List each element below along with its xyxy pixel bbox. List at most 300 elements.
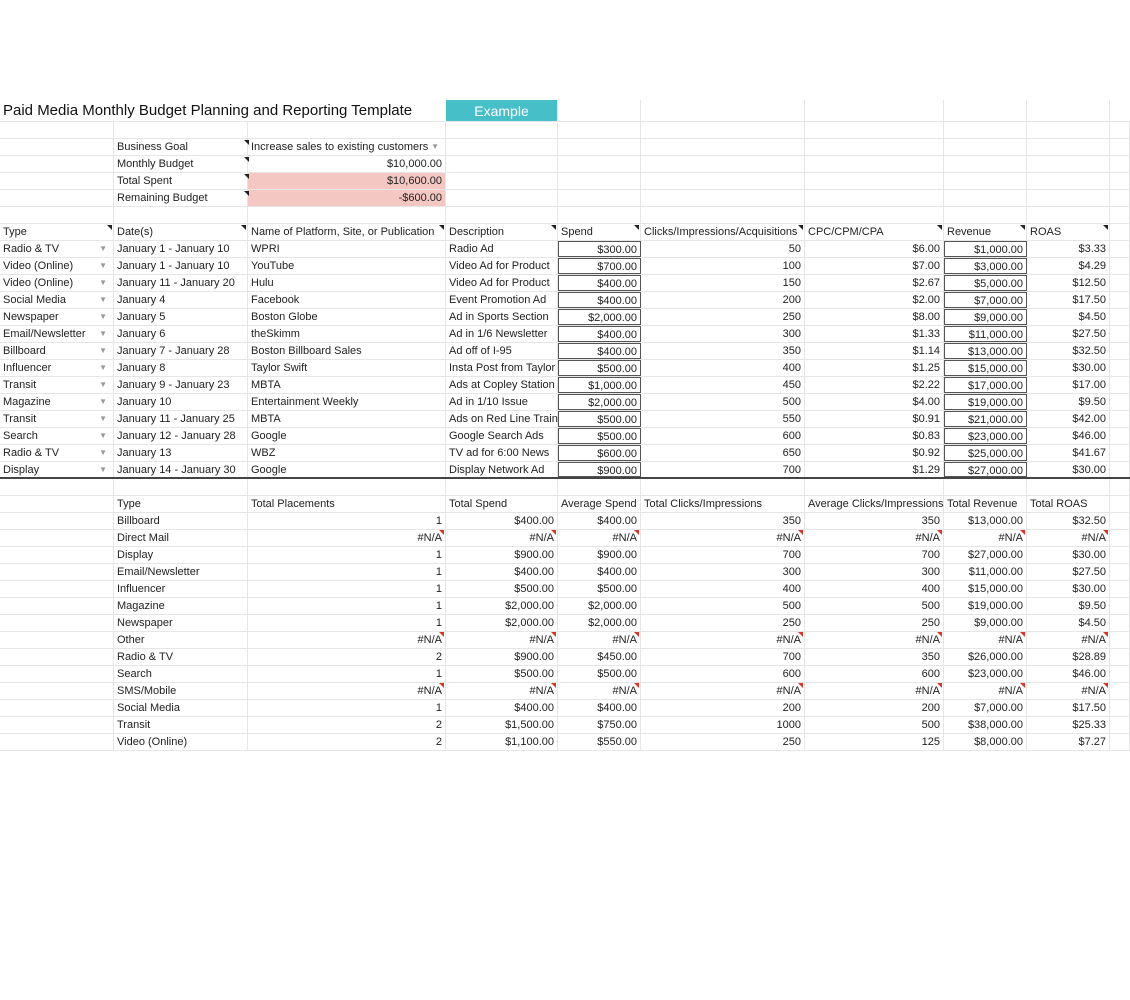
table-row: [0, 411, 1130, 428]
plan-cell[interactable]: $27,000.00: [944, 462, 1027, 477]
page-title[interactable]: Paid Media Monthly Budget Planning and Reporting Template: [3, 102, 413, 119]
plan-cell[interactable]: January 10: [114, 394, 248, 410]
plan-cell[interactable]: $900.00: [558, 462, 641, 477]
report-cell[interactable]: $30.00: [1027, 547, 1110, 563]
report-cell[interactable]: 1: [248, 581, 446, 597]
plan-cell[interactable]: Google: [248, 428, 446, 444]
plan-cell[interactable]: January 5: [114, 309, 248, 325]
report-cell[interactable]: 125: [805, 734, 944, 750]
plan-cell[interactable]: Ads on Red Line Train: [446, 411, 558, 427]
chevron-down-icon[interactable]: ▼: [99, 380, 107, 389]
column-header[interactable]: Date(s): [114, 224, 248, 240]
report-cell[interactable]: 1: [248, 564, 446, 580]
report-cell[interactable]: #N/A: [248, 530, 446, 546]
report-cell[interactable]: $400.00: [446, 513, 558, 529]
column-header[interactable]: Total ROAS: [1027, 496, 1110, 512]
plan-cell[interactable]: $13,000.00: [944, 343, 1027, 359]
cell: [805, 139, 944, 155]
plan-cell[interactable]: YouTube: [248, 258, 446, 274]
plan-cell[interactable]: $32.50: [1027, 343, 1110, 359]
plan-cell[interactable]: $1.33: [805, 326, 944, 342]
example-badge[interactable]: Example: [446, 100, 558, 121]
summary-value[interactable]: Increase sales to existing customers ▼: [248, 139, 446, 155]
plan-cell[interactable]: January 12 - January 28: [114, 428, 248, 444]
plan-cell[interactable]: $6.00: [805, 241, 944, 257]
plan-cell[interactable]: $30.00: [1027, 360, 1110, 376]
chevron-down-icon[interactable]: ▼: [99, 329, 107, 338]
plan-cell[interactable]: $7.00: [805, 258, 944, 274]
plan-cell[interactable]: $2,000.00: [558, 394, 641, 410]
report-cell[interactable]: $7,000.00: [944, 700, 1027, 716]
report-cell[interactable]: Video (Online): [114, 734, 248, 750]
report-cell[interactable]: $9.50: [1027, 598, 1110, 614]
report-cell[interactable]: #N/A: [641, 683, 805, 699]
report-cell[interactable]: 1: [248, 547, 446, 563]
plan-cell[interactable]: January 1 - January 10: [114, 258, 248, 274]
plan-cell[interactable]: January 14 - January 30: [114, 462, 248, 477]
plan-cell[interactable]: January 1 - January 10: [114, 241, 248, 257]
plan-cell[interactable]: Google Search Ads: [446, 428, 558, 444]
plan-cell[interactable]: Display ▼: [0, 462, 114, 477]
chevron-down-icon[interactable]: ▼: [99, 295, 107, 304]
plan-cell[interactable]: $12.50: [1027, 275, 1110, 291]
report-cell[interactable]: 700: [641, 547, 805, 563]
report-cell[interactable]: 500: [805, 717, 944, 733]
plan-cell[interactable]: $400.00: [558, 275, 641, 291]
plan-cell[interactable]: Insta Post from Taylor: [446, 360, 558, 376]
report-cell[interactable]: #N/A: [248, 683, 446, 699]
chevron-down-icon[interactable]: ▼: [99, 261, 107, 270]
report-cell[interactable]: Transit: [114, 717, 248, 733]
report-cell[interactable]: $550.00: [558, 734, 641, 750]
plan-cell[interactable]: Billboard ▼: [0, 343, 114, 359]
plan-cell[interactable]: 550: [641, 411, 805, 427]
report-cell[interactable]: #N/A: [558, 632, 641, 648]
column-header[interactable]: Revenue: [944, 224, 1027, 240]
report-cell[interactable]: $900.00: [446, 547, 558, 563]
plan-cell[interactable]: $2.00: [805, 292, 944, 308]
plan-cell[interactable]: January 7 - January 28: [114, 343, 248, 359]
report-cell[interactable]: #N/A: [1027, 632, 1110, 648]
chevron-down-icon[interactable]: ▼: [99, 346, 107, 355]
plan-cell[interactable]: Event Promotion Ad: [446, 292, 558, 308]
report-cell[interactable]: $23,000.00: [944, 666, 1027, 682]
report-cell[interactable]: $9,000.00: [944, 615, 1027, 631]
plan-cell[interactable]: Influencer ▼: [0, 360, 114, 376]
report-cell[interactable]: $1,100.00: [446, 734, 558, 750]
plan-cell[interactable]: January 8: [114, 360, 248, 376]
report-cell[interactable]: $32.50: [1027, 513, 1110, 529]
report-cell[interactable]: $2,000.00: [558, 615, 641, 631]
plan-cell[interactable]: $3,000.00: [944, 258, 1027, 274]
report-cell[interactable]: $26,000.00: [944, 649, 1027, 665]
plan-cell[interactable]: Entertainment Weekly: [248, 394, 446, 410]
report-cell[interactable]: $2,000.00: [558, 598, 641, 614]
plan-cell[interactable]: $0.91: [805, 411, 944, 427]
report-cell[interactable]: 200: [641, 700, 805, 716]
plan-cell[interactable]: 450: [641, 377, 805, 393]
column-header[interactable]: ROAS: [1027, 224, 1110, 240]
report-cell[interactable]: 1: [248, 700, 446, 716]
plan-cell[interactable]: Social Media ▼: [0, 292, 114, 308]
plan-cell[interactable]: $3.33: [1027, 241, 1110, 257]
plan-cell[interactable]: $7,000.00: [944, 292, 1027, 308]
plan-cell[interactable]: theSkimm: [248, 326, 446, 342]
column-header[interactable]: Total Revenue: [944, 496, 1027, 512]
plan-cell[interactable]: $1.14: [805, 343, 944, 359]
plan-cell[interactable]: January 6: [114, 326, 248, 342]
report-cell[interactable]: #N/A: [944, 530, 1027, 546]
plan-cell[interactable]: $30.00: [1027, 462, 1110, 477]
table-row: [0, 275, 1130, 292]
table-row: [0, 258, 1130, 275]
plan-cell[interactable]: $19,000.00: [944, 394, 1027, 410]
plan-cell[interactable]: Boston Billboard Sales: [248, 343, 446, 359]
plan-cell[interactable]: 650: [641, 445, 805, 461]
report-cell[interactable]: 250: [805, 615, 944, 631]
plan-cell[interactable]: Newspaper ▼: [0, 309, 114, 325]
plan-cell[interactable]: MBTA: [248, 377, 446, 393]
report-cell[interactable]: 250: [641, 615, 805, 631]
report-cell[interactable]: 2: [248, 734, 446, 750]
plan-cell[interactable]: 700: [641, 462, 805, 477]
report-cell[interactable]: Other: [114, 632, 248, 648]
chevron-down-icon[interactable]: ▼: [99, 414, 107, 423]
chevron-down-icon[interactable]: ▼: [99, 363, 107, 372]
plan-cell[interactable]: 500: [641, 394, 805, 410]
report-cell[interactable]: $400.00: [558, 700, 641, 716]
report-cell[interactable]: $30.00: [1027, 581, 1110, 597]
column-header[interactable]: Clicks/Impressions/Acquisitions: [641, 224, 805, 240]
report-cell[interactable]: $46.00: [1027, 666, 1110, 682]
summary-value[interactable]: $10,000.00: [248, 156, 446, 172]
report-cell[interactable]: $400.00: [446, 564, 558, 580]
report-cell[interactable]: 600: [805, 666, 944, 682]
summary-row: [0, 156, 1130, 173]
summary-label[interactable]: Total Spent: [114, 173, 248, 189]
plan-cell[interactable]: Radio & TV ▼: [0, 241, 114, 257]
plan-cell[interactable]: $2.67: [805, 275, 944, 291]
summary-label[interactable]: Monthly Budget: [114, 156, 248, 172]
column-header[interactable]: Average Spend: [558, 496, 641, 512]
report-cell[interactable]: $900.00: [446, 649, 558, 665]
column-header[interactable]: CPC/CPM/CPA: [805, 224, 944, 240]
report-cell[interactable]: $4.50: [1027, 615, 1110, 631]
report-cell[interactable]: Radio & TV: [114, 649, 248, 665]
report-cell[interactable]: Influencer: [114, 581, 248, 597]
report-cell[interactable]: $25.33: [1027, 717, 1110, 733]
plan-cell[interactable]: January 4: [114, 292, 248, 308]
summary-value[interactable]: -$600.00: [248, 190, 446, 206]
plan-cell[interactable]: January 9 - January 23: [114, 377, 248, 393]
cell: [0, 581, 114, 597]
plan-cell[interactable]: Taylor Swift: [248, 360, 446, 376]
plan-cell[interactable]: 350: [641, 343, 805, 359]
plan-cell[interactable]: 50: [641, 241, 805, 257]
plan-cell[interactable]: 200: [641, 292, 805, 308]
report-cell[interactable]: #N/A: [1027, 530, 1110, 546]
report-cell[interactable]: 1: [248, 666, 446, 682]
plan-cell[interactable]: $4.29: [1027, 258, 1110, 274]
report-cell[interactable]: #N/A: [805, 683, 944, 699]
report-cell[interactable]: 500: [641, 598, 805, 614]
report-cell[interactable]: $400.00: [558, 513, 641, 529]
cell: [0, 156, 114, 172]
report-cell[interactable]: $8,000.00: [944, 734, 1027, 750]
plan-cell[interactable]: 400: [641, 360, 805, 376]
plan-cell[interactable]: January 13: [114, 445, 248, 461]
report-cell[interactable]: $500.00: [558, 666, 641, 682]
plan-cell[interactable]: Search ▼: [0, 428, 114, 444]
report-cell[interactable]: $15,000.00: [944, 581, 1027, 597]
column-header[interactable]: Type: [0, 224, 114, 240]
plan-cell[interactable]: $400.00: [558, 292, 641, 308]
report-cell[interactable]: $17.50: [1027, 700, 1110, 716]
column-header[interactable]: Name of Platform, Site, or Publication: [248, 224, 446, 240]
plan-cell[interactable]: 100: [641, 258, 805, 274]
report-cell[interactable]: $11,000.00: [944, 564, 1027, 580]
plan-cell[interactable]: $600.00: [558, 445, 641, 461]
report-cell[interactable]: $19,000.00: [944, 598, 1027, 614]
plan-cell[interactable]: $8.00: [805, 309, 944, 325]
summary-value[interactable]: $10,600.00: [248, 173, 446, 189]
report-cell[interactable]: #N/A: [558, 683, 641, 699]
plan-cell[interactable]: $400.00: [558, 343, 641, 359]
plan-cell[interactable]: Boston Globe: [248, 309, 446, 325]
plan-cell[interactable]: $21,000.00: [944, 411, 1027, 427]
plan-cell[interactable]: Radio Ad: [446, 241, 558, 257]
column-header[interactable]: Total Clicks/Impressions: [641, 496, 805, 512]
plan-cell[interactable]: $25,000.00: [944, 445, 1027, 461]
plan-cell[interactable]: $700.00: [558, 258, 641, 274]
summary-label[interactable]: Business Goal: [114, 139, 248, 155]
report-cell[interactable]: 350: [641, 513, 805, 529]
plan-cell[interactable]: Ad off of I-95: [446, 343, 558, 359]
report-cell[interactable]: 300: [805, 564, 944, 580]
plan-cell[interactable]: Video Ad for Product: [446, 258, 558, 274]
chevron-down-icon[interactable]: ▼: [99, 397, 107, 406]
plan-cell[interactable]: January 11 - January 25: [114, 411, 248, 427]
report-cell[interactable]: Direct Mail: [114, 530, 248, 546]
cell: [641, 190, 805, 206]
plan-cell[interactable]: 300: [641, 326, 805, 342]
plan-cell[interactable]: $15,000.00: [944, 360, 1027, 376]
column-header[interactable]: Average Clicks/Impressions: [805, 496, 944, 512]
report-cell[interactable]: 2: [248, 717, 446, 733]
plan-cell[interactable]: TV ad for 6:00 News: [446, 445, 558, 461]
report-cell[interactable]: Display: [114, 547, 248, 563]
plan-cell[interactable]: Video (Online) ▼: [0, 275, 114, 291]
plan-cell[interactable]: $0.83: [805, 428, 944, 444]
plan-cell[interactable]: $46.00: [1027, 428, 1110, 444]
table-row: [0, 717, 1130, 734]
report-cell[interactable]: #N/A: [1027, 683, 1110, 699]
plan-cell[interactable]: WBZ: [248, 445, 446, 461]
report-cell[interactable]: $500.00: [446, 581, 558, 597]
plan-cell[interactable]: Magazine ▼: [0, 394, 114, 410]
report-cell[interactable]: Email/Newsletter: [114, 564, 248, 580]
report-cell[interactable]: 200: [805, 700, 944, 716]
report-cell[interactable]: 300: [641, 564, 805, 580]
report-cell[interactable]: 250: [641, 734, 805, 750]
report-cell[interactable]: #N/A: [641, 632, 805, 648]
plan-cell[interactable]: $0.92: [805, 445, 944, 461]
plan-cell[interactable]: $1,000.00: [558, 377, 641, 393]
plan-cell[interactable]: $500.00: [558, 411, 641, 427]
cell: [1110, 564, 1130, 580]
report-cell[interactable]: $500.00: [446, 666, 558, 682]
report-cell[interactable]: 350: [805, 649, 944, 665]
report-cell[interactable]: 500: [805, 598, 944, 614]
cell: [1110, 649, 1130, 665]
plan-cell[interactable]: $42.00: [1027, 411, 1110, 427]
report-cell[interactable]: $450.00: [558, 649, 641, 665]
plan-cell[interactable]: $9,000.00: [944, 309, 1027, 325]
report-cell[interactable]: $900.00: [558, 547, 641, 563]
chevron-down-icon[interactable]: ▼: [99, 244, 107, 253]
plan-cell[interactable]: Display Network Ad: [446, 462, 558, 477]
plan-cell[interactable]: $23,000.00: [944, 428, 1027, 444]
plan-cell[interactable]: $4.00: [805, 394, 944, 410]
plan-cell[interactable]: Facebook: [248, 292, 446, 308]
report-cell[interactable]: Search: [114, 666, 248, 682]
report-cell[interactable]: Billboard: [114, 513, 248, 529]
cell: [0, 683, 114, 699]
plan-cell[interactable]: Hulu: [248, 275, 446, 291]
plan-cell[interactable]: Ad in Sports Section: [446, 309, 558, 325]
report-cell[interactable]: #N/A: [944, 632, 1027, 648]
report-cell[interactable]: 400: [641, 581, 805, 597]
report-cell[interactable]: $7.27: [1027, 734, 1110, 750]
report-cell[interactable]: 1: [248, 513, 446, 529]
plan-cell[interactable]: Ad in 1/10 Issue: [446, 394, 558, 410]
chevron-down-icon[interactable]: ▼: [99, 465, 107, 474]
plan-cell[interactable]: $5,000.00: [944, 275, 1027, 291]
plan-cell[interactable]: $500.00: [558, 428, 641, 444]
table-row: [0, 377, 1130, 394]
report-cell[interactable]: Social Media: [114, 700, 248, 716]
column-header[interactable]: Type: [114, 496, 248, 512]
report-cell[interactable]: 1000: [641, 717, 805, 733]
report-cell[interactable]: $27.50: [1027, 564, 1110, 580]
report-cell[interactable]: $28.89: [1027, 649, 1110, 665]
report-cell[interactable]: #N/A: [805, 530, 944, 546]
column-header[interactable]: Description: [446, 224, 558, 240]
plan-cell[interactable]: Transit ▼: [0, 411, 114, 427]
plan-cell[interactable]: $17,000.00: [944, 377, 1027, 393]
plan-cell[interactable]: $300.00: [558, 241, 641, 257]
plan-cell[interactable]: 600: [641, 428, 805, 444]
plan-cell[interactable]: $2,000.00: [558, 309, 641, 325]
report-cell[interactable]: $750.00: [558, 717, 641, 733]
plan-cell[interactable]: Transit ▼: [0, 377, 114, 393]
plan-cell[interactable]: $1.29: [805, 462, 944, 477]
report-cell[interactable]: 350: [805, 513, 944, 529]
plan-cell[interactable]: WPRI: [248, 241, 446, 257]
report-cell[interactable]: $2,000.00: [446, 598, 558, 614]
cell: [1110, 275, 1130, 291]
report-cell[interactable]: #N/A: [944, 683, 1027, 699]
plan-cell[interactable]: Radio & TV ▼: [0, 445, 114, 461]
cell: [1110, 428, 1130, 444]
plan-cell[interactable]: $2.22: [805, 377, 944, 393]
report-cell[interactable]: Newspaper: [114, 615, 248, 631]
plan-cell[interactable]: $1.25: [805, 360, 944, 376]
report-cell[interactable]: $13,000.00: [944, 513, 1027, 529]
report-cell[interactable]: #N/A: [248, 632, 446, 648]
report-cell[interactable]: $27,000.00: [944, 547, 1027, 563]
plan-cell[interactable]: Video Ad for Product: [446, 275, 558, 291]
chevron-down-icon[interactable]: ▼: [99, 448, 107, 457]
plan-cell[interactable]: $27.50: [1027, 326, 1110, 342]
report-cell[interactable]: #N/A: [446, 683, 558, 699]
report-cell[interactable]: #N/A: [641, 530, 805, 546]
plan-cell[interactable]: $9.50: [1027, 394, 1110, 410]
report-cell[interactable]: 700: [805, 547, 944, 563]
plan-cell[interactable]: Ad in 1/6 Newsletter: [446, 326, 558, 342]
report-cell[interactable]: 600: [641, 666, 805, 682]
report-cell[interactable]: Magazine: [114, 598, 248, 614]
plan-cell[interactable]: MBTA: [248, 411, 446, 427]
plan-cell[interactable]: Ads at Copley Station: [446, 377, 558, 393]
cell: [0, 632, 114, 648]
plan-cell[interactable]: $17.00: [1027, 377, 1110, 393]
plan-cell[interactable]: $500.00: [558, 360, 641, 376]
report-cell[interactable]: #N/A: [805, 632, 944, 648]
plan-cell[interactable]: $1,000.00: [944, 241, 1027, 257]
chevron-down-icon[interactable]: ▼: [99, 431, 107, 440]
cell: [1027, 207, 1110, 223]
report-cell[interactable]: $400.00: [446, 700, 558, 716]
report-cell[interactable]: 1: [248, 598, 446, 614]
plan-cell[interactable]: $41.67: [1027, 445, 1110, 461]
report-cell[interactable]: 400: [805, 581, 944, 597]
report-cell[interactable]: $38,000.00: [944, 717, 1027, 733]
report-cell[interactable]: 2: [248, 649, 446, 665]
report-cell[interactable]: #N/A: [558, 530, 641, 546]
report-cell[interactable]: 700: [641, 649, 805, 665]
plan-cell[interactable]: $11,000.00: [944, 326, 1027, 342]
plan-cell[interactable]: January 11 - January 20: [114, 275, 248, 291]
chevron-down-icon[interactable]: ▼: [99, 278, 107, 287]
report-cell[interactable]: $500.00: [558, 581, 641, 597]
plan-cell[interactable]: Google: [248, 462, 446, 477]
report-cell[interactable]: $2,000.00: [446, 615, 558, 631]
plan-cell[interactable]: 250: [641, 309, 805, 325]
plan-cell[interactable]: 150: [641, 275, 805, 291]
plan-cell[interactable]: $17.50: [1027, 292, 1110, 308]
report-cell[interactable]: SMS/Mobile: [114, 683, 248, 699]
chevron-down-icon[interactable]: ▼: [99, 312, 107, 321]
column-header[interactable]: Total Placements: [248, 496, 446, 512]
plan-cell[interactable]: $400.00: [558, 326, 641, 342]
column-header[interactable]: Spend: [558, 224, 641, 240]
report-cell[interactable]: #N/A: [446, 530, 558, 546]
plan-cell[interactable]: Video (Online) ▼: [0, 258, 114, 274]
cell: [805, 156, 944, 172]
report-cell[interactable]: #N/A: [446, 632, 558, 648]
report-cell[interactable]: $1,500.00: [446, 717, 558, 733]
chevron-down-icon[interactable]: ▼: [431, 142, 439, 151]
column-header[interactable]: Total Spend: [446, 496, 558, 512]
report-cell[interactable]: $400.00: [558, 564, 641, 580]
cell: [446, 156, 558, 172]
summary-label[interactable]: Remaining Budget: [114, 190, 248, 206]
cell: [0, 564, 114, 580]
report-cell[interactable]: 1: [248, 615, 446, 631]
plan-cell[interactable]: Email/Newsletter ▼: [0, 326, 114, 342]
plan-cell[interactable]: $4.50: [1027, 309, 1110, 325]
